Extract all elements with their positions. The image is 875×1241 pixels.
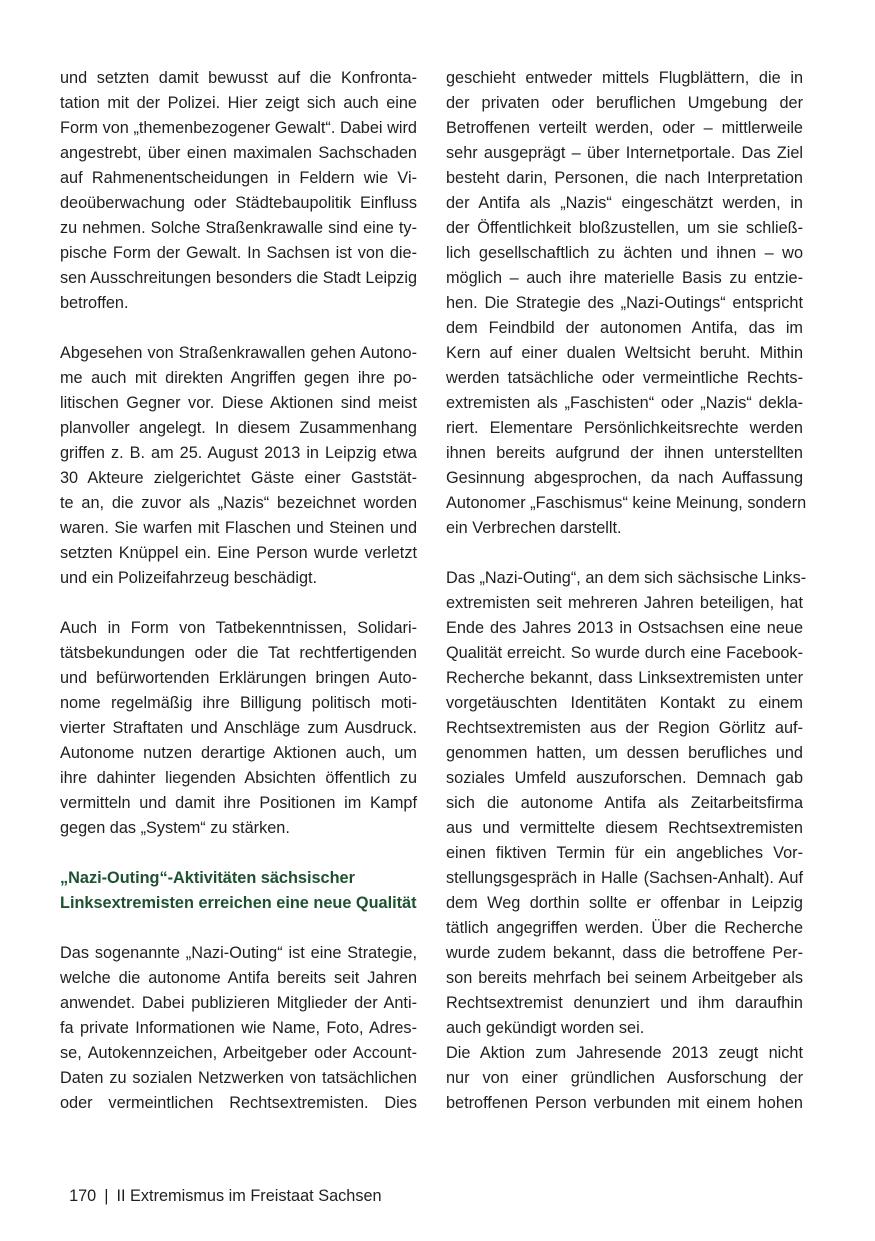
text-line: Die Aktion zum Jahresende 2013 zeugt nicht [446,1044,803,1062]
text-line: Rechtsextremist denunziert und ihm daraufhin [446,994,803,1012]
paragraph-gap [60,591,417,616]
heading-line: Linksextremisten erreichen eine neue Qualität [60,894,417,912]
text-line: te an, die zuvor als „Nazis“ bezeichnet worden [60,494,417,512]
text-line: waren. Sie warfen mit Flaschen und Steinen und [60,519,417,537]
text-line: geschieht entweder mittels Flugblättern, die in [446,69,803,87]
text-line: aus und vermittelte diesem Rechtsextremisten [446,819,803,837]
text-line: Gesinnung abgesprochen, da nach Auffassung [446,469,803,487]
text-line: son bereits mehrfach bei seinem Arbeitgeber als [446,969,803,987]
page-footer [60,1159,382,1209]
text-line: werden tatsächliche oder vermeintliche Rechts- [446,369,803,387]
right-column [446,66,807,1116]
text-line: extremisten seit mehreren Jahren beteiligen, hat [446,594,803,612]
paragraph-gap [60,916,417,941]
text-line: Autonome nutzen derartige Aktionen auch, um [60,744,417,762]
paragraph [446,66,807,541]
paragraph-gap [60,316,417,341]
text-line: Qualität erreicht. So wurde durch eine Facebook- [446,644,803,662]
text-line: Kern auf einer dualen Weltsicht beruht. Mithin [446,344,803,362]
text-line: setzten Knüppel ein. Eine Person wurde verletzt [60,544,417,562]
text-line: me auch mit direkten Angriffen gegen ihre po- [60,369,417,387]
text-line: Das sogenannte „Nazi-Outing“ ist eine Strategie, [60,944,417,962]
text-line: Form von „themenbezogener Gewalt“. Dabei wird [60,119,417,137]
text-line: und ein Polizeifahrzeug beschädigt. [60,569,318,587]
text-line: tätsbekundungen oder die Tat rechtfertigenden [60,644,417,662]
footer-separator: | [104,1187,109,1205]
text-line: riert. Elementare Persönlichkeitsrechte werden [446,419,803,437]
page-number: 170 [69,1187,97,1205]
text-line: Daten zu sozialen Netzwerken von tatsächlichen [60,1069,417,1087]
paragraph [60,341,417,591]
text-line: anwendet. Dabei publizieren Mitglieder der Anti- [60,994,417,1012]
text-line: ihre dahinter liegenden Absichten öffentlich zu [60,769,417,787]
text-line: betroffenen Person verbunden mit einem hohen [446,1094,803,1112]
text-line: besteht darin, Personen, die nach Interpretation [446,169,803,187]
text-line: nur von einer gründlichen Ausforschung der [446,1069,803,1087]
text-line: oder vermeintlichen Rechtsextremisten. Dies [60,1094,417,1112]
text-line: vorgetäuschten Identitäten Kontakt zu einem [446,694,803,712]
text-line: nome regelmäßig ihre Billigung politisch moti- [60,694,417,712]
paragraph [446,566,807,1041]
paragraph [60,941,417,1116]
text-line: hen. Die Strategie des „Nazi-Outings“ entspricht [446,294,803,312]
text-line: der Antifa als „Nazis“ eingeschätzt werden, in [446,194,803,212]
text-line: der privaten oder beruflichen Umgebung der [446,94,803,112]
text-line: fa private Informationen wie Name, Foto, Adres- [60,1019,417,1037]
text-line: gegen das „System“ zu stärken. [60,819,290,837]
paragraph-gap [446,541,803,566]
text-line: sen Ausschreitungen besonders die Stadt Leipzig [60,269,417,287]
text-line: tätlich angegriffen werden. Über die Recherche [446,919,803,937]
section-heading [60,866,417,916]
text-line: Das „Nazi-Outing“, an dem sich sächsische Links- [446,569,807,587]
paragraph [446,1041,803,1116]
text-line: lich gesellschaftlich zu ächten und ihnen – wo [446,244,803,262]
text-line: tation mit der Polizei. Hier zeigt sich auch eine [60,94,417,112]
text-line: vierter Straftaten und Anschläge zum Ausdruck. [60,719,417,737]
chapter-title: II Extremismus im Freistaat Sachsen [116,1187,382,1205]
left-column [60,66,417,1116]
text-line: welche die autonome Antifa bereits seit Jahren [60,969,417,987]
text-line: Abgesehen von Straßenkrawallen gehen Autono- [60,344,417,362]
text-line: und befürwortenden Erklärungen bringen Auto- [60,669,417,687]
paragraph [60,66,417,316]
text-line: auch gekündigt worden sei. [446,1019,645,1037]
text-line: Recherche bekannt, dass Linksextremisten unter [446,669,803,687]
heading-line: „Nazi-Outing“-Aktivitäten sächsischer [60,869,355,887]
text-line: Betroffenen verteilt werden, oder – mittlerweile [446,119,803,137]
text-line: zu nehmen. Solche Straßenkrawalle sind eine ty- [60,219,417,237]
paragraph-gap [60,841,417,866]
text-line: auf Rahmenentscheidungen in Feldern wie Vi- [60,169,417,187]
text-line: dem Feindbild der autonomen Antifa, das im [446,319,803,337]
text-line: Auch in Form von Tatbekenntnissen, Solidari- [60,619,417,637]
text-line: betroffen. [60,294,129,312]
text-line: soziales Umfeld auszuforschen. Demnach gab [446,769,803,787]
text-line: Autonomer „Faschismus“ keine Meinung, sondern [446,494,807,512]
text-line: vermitteln und damit ihre Positionen im Kampf [60,794,417,812]
text-line: ihnen bereits aufgrund der ihnen unterstellten [446,444,803,462]
text-line: Rechtsextremisten aus der Region Görlitz auf- [446,719,803,737]
text-line: angestrebt, über einen maximalen Sachschaden [60,144,417,162]
text-line: wurde zudem bekannt, dass die betroffene Per- [446,944,803,962]
text-line: extremisten als „Faschisten“ oder „Nazis“ dekla- [446,394,803,412]
text-line: und setzten damit bewusst auf die Konfronta- [60,69,417,87]
text-line: griffen z. B. am 25. August 2013 in Leipzig etwa [60,444,417,462]
text-line: pische Form der Gewalt. In Sachsen ist von die- [60,244,417,262]
text-line: 30 Akteure zielgerichtet Gäste einer Gaststät- [60,469,417,487]
text-line: ein Verbrechen darstellt. [446,519,622,537]
text-line: genommen hatten, um dessen berufliches und [446,744,803,762]
paragraph [60,616,417,841]
text-line: planvoller angelegt. In diesem Zusammenhang [60,419,417,437]
text-line: dem Weg dorthin sollte er offenbar in Leipzig [446,894,803,912]
text-line: sehr ausgeprägt – über Internetportale. Das Ziel [446,144,803,162]
text-line: se, Autokennzeichen, Arbeitgeber oder Account- [60,1044,417,1062]
text-line: möglich – auch ihre materielle Basis zu entzie- [446,269,803,287]
text-line: litischen Gegner vor. Diese Aktionen sind meist [60,394,417,412]
text-line: der Öffentlichkeit bloßzustellen, um sie schließ- [446,219,803,237]
text-line: einen fiktiven Termin für ein angebliches Vor- [446,844,803,862]
text-line: sich die autonome Antifa als Zeitarbeitsfirma [446,794,803,812]
text-line: stellungsgespräch in Halle (Sachsen-Anhalt). Auf [446,869,803,887]
text-line: deoüberwachung oder Städtebaupolitik Einfluss [60,194,417,212]
text-line: Ende des Jahres 2013 in Ostsachsen eine neue [446,619,803,637]
